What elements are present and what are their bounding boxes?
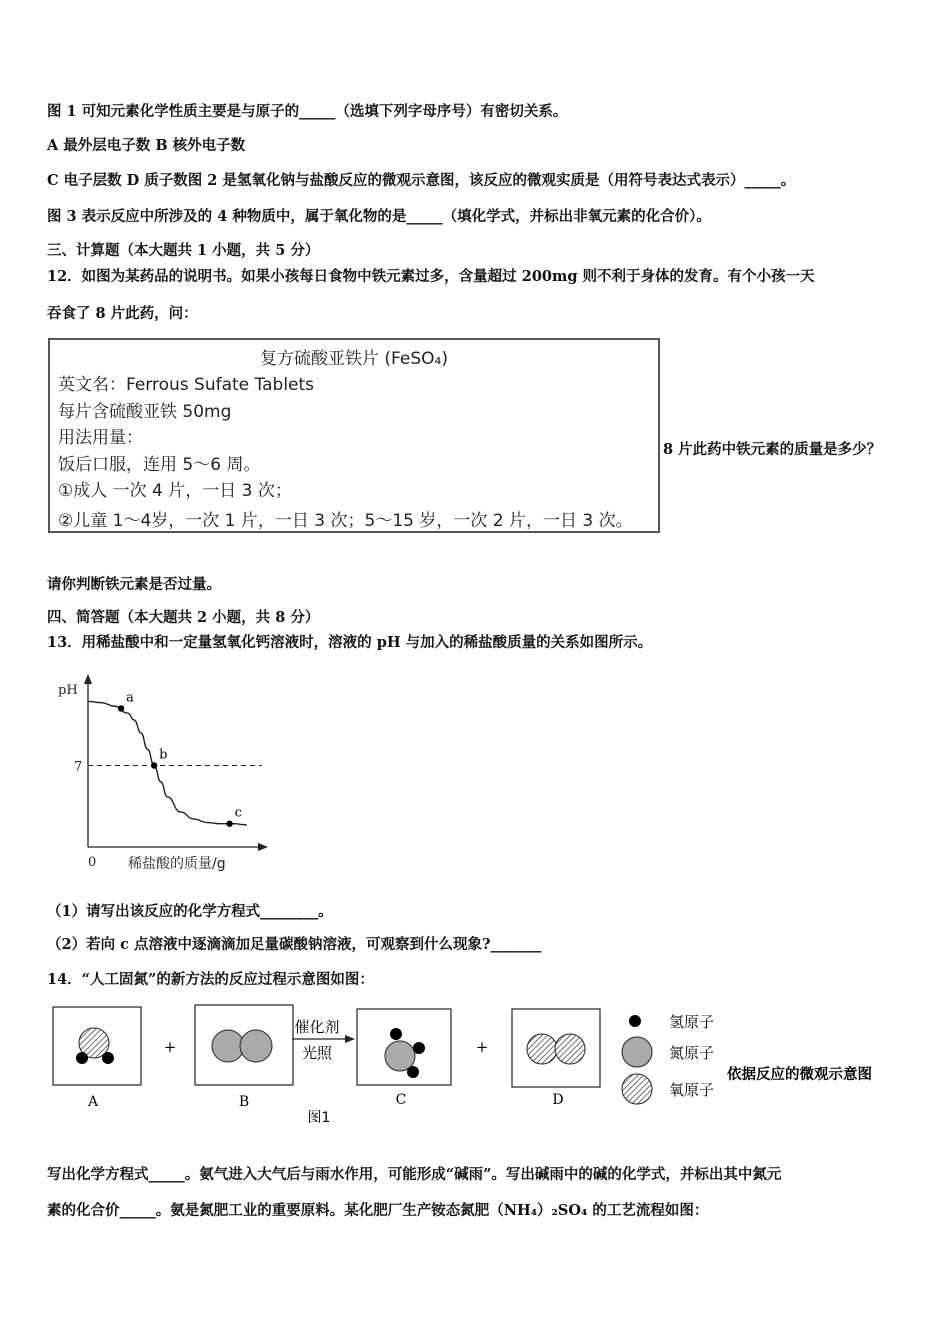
box-a-hydrogen-atom [76,1052,88,1064]
box-b-nitrogen-atom [212,1030,244,1062]
q11-line1: 图 1 可知元素化学性质主要是与原子的_____（选填下列字母序号）有密切关系。 [47,103,568,120]
box-b-nitrogen-atom [240,1030,272,1062]
figure-caption: 图1 [307,1110,331,1126]
arrow-condition-light: 光照 [301,1044,333,1062]
reaction-arrow-head [345,1035,355,1043]
box-c-hydrogen-atom [407,1066,419,1078]
chart-point-label-a: a [126,690,134,706]
box-c-hydrogen-atom [390,1028,402,1040]
legend-hydrogen-label: 氢原子 [669,1013,715,1031]
q13-line1: 13．用稀盐酸中和一定量氢氧化钙溶液时，溶液的 pH 与加入的稀盐酸质量的关系如图所示。 [47,634,653,651]
legend-oxygen-label: 氧原子 [669,1081,715,1099]
chart-point-a [118,705,124,711]
chart-series-line [88,701,247,824]
drug-label-adult: ①成人 一次 4 片，一日 3 次； [58,481,292,501]
box-d-oxygen-atom [555,1034,585,1064]
chart-point-label-c: c [234,805,242,821]
box-c-nitrogen-atom [385,1041,415,1071]
chart-point-c [226,821,232,827]
chart-point-b [151,762,157,768]
q11-line4: 图 3 表示反应中所涉及的 4 种物质中，属于氧化物的是_____（填化学式，并标出非氧元素的化合价）。 [47,208,711,225]
legend-hydrogen-icon [629,1015,641,1027]
drug-label-box [48,338,660,533]
label-b: B [238,1094,250,1110]
drug-label-usage-title: 用法用量： [58,428,143,448]
q11-line2: A 最外层电子数 B 核外电子数 [47,137,246,154]
label-a: A [87,1094,99,1110]
chart-points [118,690,242,826]
q12-line1: 12．如图为某药品的说明书。如果小孩每日食物中铁元素过多，含量超过 200mg 则不利于身体的发育。有个小孩一天 [47,268,815,285]
chart-y-tick-label: 7 [74,759,83,775]
q14-line3: 素的化合价_____。氨是氮肥工业的重要原料。某化肥厂生产铵态氮肥（NH₄）₂SO₄ 的工艺流程如图： [47,1202,709,1219]
q14-line2: 写出化学方程式_____。氨气进入大气后与雨水作用，可能形成“碱雨”。写出碱雨中的碱的化学式，并标出其中氮元 [47,1166,782,1183]
chart-origin-label: 0 [88,855,97,870]
legend-nitrogen-label: 氮原子 [669,1044,715,1062]
drug-label-usage: 饭后口服，连用 5～6 周。 [58,455,261,475]
chart-ylabel: pH [58,683,78,698]
q14-line1: 14．“人工固氮”的新方法的反应过程示意图如图： [47,971,374,988]
box-d-oxygen-atom [527,1034,557,1064]
reaction-diagram [45,1000,905,1135]
plus-sign: + [475,1038,489,1056]
box-a-hydrogen-atom [102,1052,114,1064]
q14-side-text: 依据反应的微观示意图 [727,1066,872,1083]
box-c-hydrogen-atom [413,1042,425,1054]
chart-point-label-b: b [159,747,168,763]
drug-label-child: ②儿童 1～4岁，一次 1 片，一日 3 次；5～15 岁，一次 2 片，一日 3 次。 [58,511,633,531]
plus-sign: + [163,1038,177,1056]
section4-heading: 四、简答题（本大题共 2 小题，共 8 分） [47,609,320,626]
q12-line2: 吞食了 8 片此药，问： [47,305,198,322]
label-c: C [395,1092,407,1108]
q13-sub1: （1）请写出该反应的化学方程式________。 [47,903,333,920]
chart-y-axis-arrow [84,674,92,684]
q12-line3: 请你判断铁元素是否过量。 [47,576,221,593]
chart-x-axis-arrow [258,843,268,851]
chart-xlabel: 稀盐酸的质量/g [128,856,226,872]
arrow-condition-catalyst: 催化剂 [294,1018,340,1036]
ph-chart [50,670,290,880]
legend-oxygen-icon [622,1074,652,1104]
section3-heading: 三、计算题（本大题共 1 小题，共 5 分） [47,242,320,259]
drug-label-english-name: 英文名：Ferrous Sufate Tablets [58,375,315,395]
q12-side-question: 8 片此药中铁元素的质量是多少？ [663,441,882,458]
q13-sub2: （2）若向 c 点溶液中逐滴滴加足量碳酸钠溶液，可观察到什么现象?_______ [47,936,542,953]
legend-nitrogen-icon [622,1037,652,1067]
drug-label-content: 每片含硫酸亚铁 50mg [58,402,232,422]
label-d: D [552,1092,564,1108]
q11-line3: C 电子层数 D 质子数图 2 是氢氧化钠与盐酸反应的微观示意图，该反应的微观实质是（用符号表达式表示）_____。 [47,172,796,189]
drug-label-title: 复方硫酸亚铁片 (FeSO₄) [260,349,448,369]
